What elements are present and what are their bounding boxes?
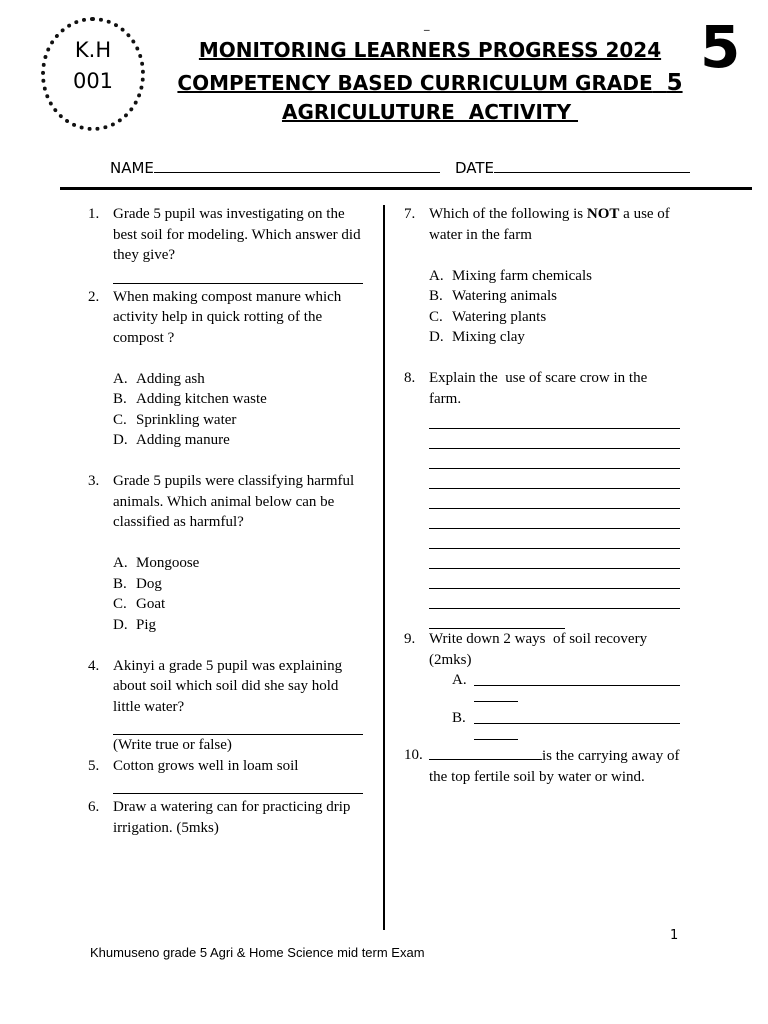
footer-text: Khumuseno grade 5 Agri & Home Science mid term Exam [90,945,425,960]
answer-line[interactable] [474,686,518,702]
name-label: NAME [110,159,154,177]
question-number: 6. [88,799,100,815]
question-4 [88,656,363,718]
grade-number: 5 [700,13,741,81]
option[interactable] [404,286,680,307]
option-letter: A. [113,370,128,387]
answer-line[interactable] [429,469,680,489]
option-letter: B. [113,575,127,592]
page-number: 1 [670,928,679,943]
question-1 [88,204,363,266]
option-text: Adding ash [136,370,205,387]
answer-line[interactable] [474,670,680,686]
option-letter: A. [113,555,128,571]
answer-line[interactable] [429,449,680,469]
question-number: 1. [88,206,100,222]
option-text: Mixing farm chemicals [452,267,592,284]
question-text: Draw a watering can for practicing drip irrigation. (5mks) [113,799,351,836]
option[interactable] [404,307,680,328]
sub-answer-b[interactable] [404,708,680,740]
question-9 [404,629,680,670]
answer-line[interactable] [429,609,565,629]
question-3 [88,471,363,533]
option-letter: D. [113,616,128,633]
option-text: Mixing clay [452,329,525,345]
option-text: Watering animals [452,288,558,304]
answer-blank[interactable] [429,745,542,760]
answer-line[interactable] [429,429,680,449]
name-field[interactable] [110,158,440,177]
option[interactable] [404,327,680,348]
name-line[interactable] [154,158,440,173]
header-line-2-grade: 5 [666,70,683,96]
question-number: 2. [88,288,100,305]
option[interactable] [88,553,363,574]
answer-line[interactable] [113,266,363,284]
option-text: Dog [136,575,162,592]
question-8 [404,368,680,409]
question-number: 9. [404,631,416,647]
header-mark: _ [424,18,430,31]
answer-line[interactable] [429,489,680,509]
option-letter: D. [113,432,128,448]
option[interactable] [88,594,363,615]
stamp-line-2: 001 [72,69,114,93]
question-6 [88,797,363,838]
right-column [404,204,680,787]
option-text: Adding manure [136,432,230,448]
option-text: Sprinkling water [136,411,237,428]
question-text: Write down 2 ways of soil recovery (2mks) [429,631,651,668]
question-text: Grade 5 pupils were classifying harmful animals. Which animal below can be classified as harmful? [113,473,355,530]
question-number: 4. [88,657,100,674]
question-7 [404,204,680,245]
option-letter: D. [429,329,444,345]
option[interactable] [88,574,363,595]
left-column [88,204,363,838]
option-letter: C. [113,411,127,428]
sub-letter: B. [452,710,466,726]
question-text: Grade 5 pupil was investigating on the best soil for modeling. Which answer did they give? [113,206,361,263]
sub-answer-a[interactable] [404,670,680,702]
question-number: 8. [404,370,416,386]
header-title-line-1: MONITORING LEARNERS PROGRESS 2024 [198,38,662,62]
stamp-circle [41,17,145,131]
option[interactable] [88,410,363,431]
question-text-a: Which of the following is [429,206,587,222]
question-text: When making compost manure which activity help in quick rotting of the compost ? [113,288,342,346]
question-text: is the carrying away of the top fertile soil by water or wind. [429,748,680,785]
option-letter: C. [429,308,443,325]
option[interactable] [88,369,363,390]
header-title-line-2 [150,70,710,96]
option-letter: B. [429,288,443,304]
question-2 [88,287,363,349]
question-number: 10. [404,747,423,763]
answer-line[interactable] [113,776,363,794]
answer-line[interactable] [429,409,680,429]
stamp-line-1: K.H [74,38,112,62]
option-letter: C. [113,596,127,612]
emphasis-not: NOT [586,206,620,222]
option-letter: A. [429,267,444,284]
question-number: 7. [404,206,416,222]
question-text: Explain the use of scare crow in the farm. [429,370,652,407]
question-text-b: a use of water in the farm [429,206,674,243]
question-text: Cotton grows well in loam soil [113,757,299,774]
date-line[interactable] [494,158,690,173]
option-text: Watering plants [452,308,547,325]
question-text: Akinyi a grade 5 pupil was explaining about soil which soil did she say hold little water? [113,657,343,715]
question-5 [88,756,363,777]
option[interactable] [88,615,363,636]
column-divider [383,205,385,930]
option-letter: B. [113,391,127,407]
date-label: DATE [455,159,495,177]
answer-line[interactable] [113,717,363,735]
question-10 [404,745,680,787]
answer-line[interactable] [474,708,680,724]
option-text: Adding kitchen waste [136,391,267,407]
answer-line[interactable] [429,549,680,569]
instruction: (Write true or false) [113,737,232,753]
answer-line[interactable] [429,509,680,529]
question-number: 5. [88,757,100,774]
option-text: Goat [136,596,166,612]
option[interactable] [404,266,680,287]
answer-line[interactable] [429,569,680,589]
header-rule [60,187,752,190]
answer-line[interactable] [474,724,518,740]
option-text: Pig [136,616,157,633]
header-title-line-3: AGRICULUTURE ACTIVITY [281,100,579,124]
question-number: 3. [88,473,100,489]
option[interactable] [88,430,363,451]
option[interactable] [88,389,363,410]
header-line-2-text: COMPETENCY BASED CURRICULUM GRADE [177,71,653,95]
sub-letter: A. [452,672,467,688]
answer-line[interactable] [429,589,680,609]
question-text [429,206,674,243]
option-text: Mongoose [136,555,200,571]
answer-line[interactable] [429,529,680,549]
instruction-text [88,735,363,756]
date-field[interactable] [455,158,690,177]
